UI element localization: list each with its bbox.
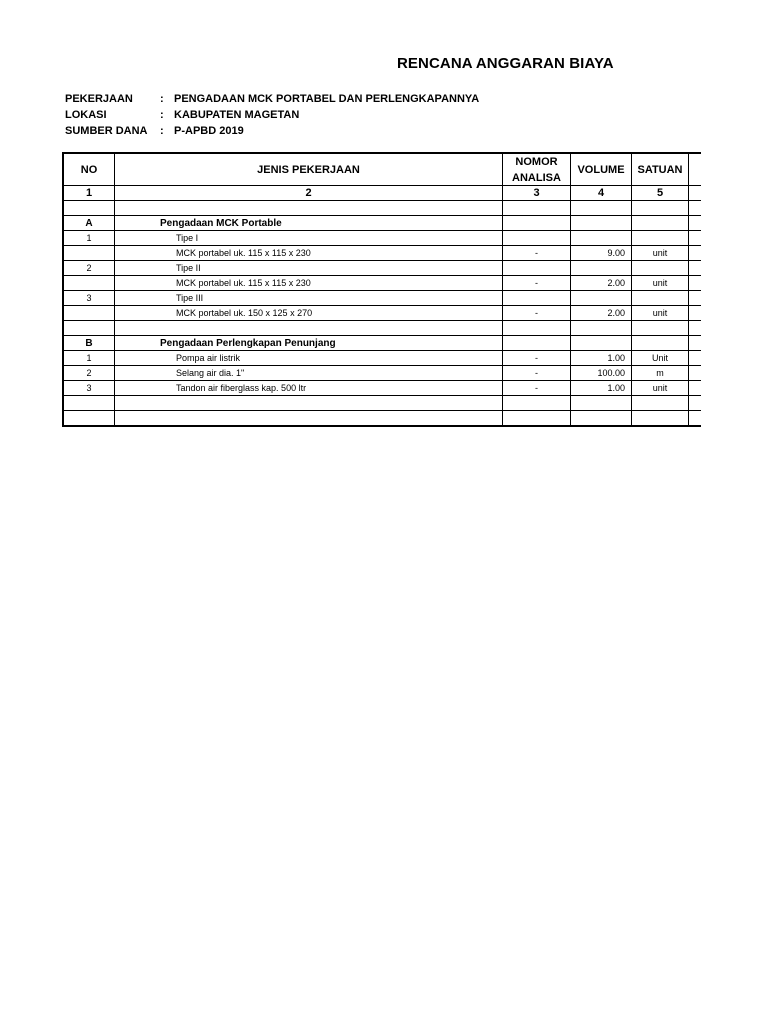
table-row — [64, 351, 701, 366]
cell-nomor-analisa — [503, 261, 571, 275]
cell-extra — [689, 336, 701, 350]
header-nomor-line1: NOMOR — [515, 155, 558, 168]
cell-nomor-analisa: - — [503, 381, 571, 395]
meta-value: P-APBD 2019 — [174, 125, 244, 137]
document-title: RENCANA ANGGARAN BIAYA — [397, 55, 614, 72]
header-extra-cell — [689, 154, 701, 185]
cell-no — [64, 201, 115, 215]
header-jenis-pekerjaan: JENIS PEKERJAAN — [115, 154, 503, 185]
cell-volume — [571, 291, 632, 305]
cell-no: A — [64, 216, 115, 230]
cell-satuan — [632, 201, 689, 215]
cell-nomor-analisa — [503, 291, 571, 305]
header-satuan: SATUAN — [632, 154, 689, 185]
cell-extra — [689, 306, 701, 320]
meta-label: LOKASI — [65, 109, 107, 121]
cell-no — [64, 321, 115, 335]
meta-separator: : — [160, 93, 164, 105]
cell-no — [64, 276, 115, 290]
meta-sumber-dana — [65, 125, 244, 137]
column-number: 5 — [632, 186, 689, 200]
cell-jenis-pekerjaan — [115, 321, 503, 335]
cell-volume: 2.00 — [571, 306, 632, 320]
cell-extra — [689, 366, 701, 380]
cell-volume: 1.00 — [571, 381, 632, 395]
table-row — [64, 366, 701, 381]
cell-extra — [689, 321, 701, 335]
cell-satuan — [632, 336, 689, 350]
cell-volume — [571, 261, 632, 275]
column-extra-cell — [689, 186, 701, 200]
cell-satuan: m — [632, 366, 689, 380]
cell-satuan — [632, 261, 689, 275]
column-number: 2 — [115, 186, 503, 200]
meta-value: KABUPATEN MAGETAN — [174, 109, 300, 121]
header-nomor-line2: ANALISA — [512, 171, 561, 184]
cell-volume — [571, 321, 632, 335]
empty-row — [64, 321, 701, 336]
cell-volume: 9.00 — [571, 246, 632, 260]
cell-nomor-analisa: - — [503, 246, 571, 260]
cell-extra — [689, 216, 701, 230]
cell-extra — [689, 396, 701, 410]
cell-satuan: unit — [632, 246, 689, 260]
cell-extra — [689, 291, 701, 305]
column-number: 1 — [64, 186, 115, 200]
cell-jenis-pekerjaan — [115, 201, 503, 215]
table-row — [64, 381, 701, 396]
table-row — [64, 291, 701, 306]
cell-no: 3 — [64, 381, 115, 395]
meta-lokasi — [65, 109, 299, 121]
cell-satuan — [632, 321, 689, 335]
cell-no — [64, 246, 115, 260]
cell-nomor-analisa — [503, 321, 571, 335]
section-row — [64, 336, 701, 351]
cell-nomor-analisa — [503, 336, 571, 350]
cell-jenis-pekerjaan: MCK portabel uk. 150 x 125 x 270 — [115, 306, 503, 320]
cell-no: 1 — [64, 231, 115, 245]
cell-jenis-pekerjaan — [115, 411, 503, 425]
cell-no — [64, 411, 115, 425]
cell-no: 2 — [64, 261, 115, 275]
cell-satuan — [632, 411, 689, 425]
table-body — [64, 201, 701, 425]
meta-separator: : — [160, 109, 164, 121]
cell-satuan — [632, 291, 689, 305]
cell-nomor-analisa — [503, 231, 571, 245]
header-volume: VOLUME — [571, 154, 632, 185]
meta-value: PENGADAAN MCK PORTABEL DAN PERLENGKAPANNYA — [174, 93, 480, 105]
cell-jenis-pekerjaan: Pompa air listrik — [115, 351, 503, 365]
cell-nomor-analisa: - — [503, 366, 571, 380]
cell-volume — [571, 231, 632, 245]
cell-satuan — [632, 231, 689, 245]
cell-nomor-analisa — [503, 216, 571, 230]
cell-jenis-pekerjaan: Pengadaan MCK Portable — [115, 216, 503, 230]
cell-extra — [689, 351, 701, 365]
cell-satuan: unit — [632, 276, 689, 290]
cell-nomor-analisa — [503, 201, 571, 215]
cell-volume — [571, 201, 632, 215]
meta-label: PEKERJAAN — [65, 93, 133, 105]
cell-volume — [571, 396, 632, 410]
section-row — [64, 216, 701, 231]
cell-satuan: unit — [632, 381, 689, 395]
cell-no — [64, 306, 115, 320]
budget-table — [62, 152, 701, 427]
cell-jenis-pekerjaan — [115, 396, 503, 410]
table-header-row — [64, 154, 701, 186]
meta-label: SUMBER DANA — [65, 125, 148, 137]
empty-row — [64, 411, 701, 425]
cell-volume: 2.00 — [571, 276, 632, 290]
cell-satuan: Unit — [632, 351, 689, 365]
cell-volume — [571, 411, 632, 425]
table-row — [64, 261, 701, 276]
meta-pekerjaan — [65, 93, 479, 105]
table-row — [64, 276, 701, 291]
cell-nomor-analisa: - — [503, 276, 571, 290]
cell-jenis-pekerjaan: MCK portabel uk. 115 x 115 x 230 — [115, 246, 503, 260]
cell-extra — [689, 246, 701, 260]
header-no: NO — [64, 154, 115, 185]
cell-satuan — [632, 396, 689, 410]
cell-jenis-pekerjaan: Tipe III — [115, 291, 503, 305]
cell-jenis-pekerjaan: Selang air dia. 1" — [115, 366, 503, 380]
cell-nomor-analisa: - — [503, 351, 571, 365]
cell-nomor-analisa — [503, 396, 571, 410]
column-number: 3 — [503, 186, 571, 200]
cell-jenis-pekerjaan: Tipe II — [115, 261, 503, 275]
cell-extra — [689, 411, 701, 425]
cell-extra — [689, 261, 701, 275]
cell-volume — [571, 216, 632, 230]
meta-separator: : — [160, 125, 164, 137]
empty-row — [64, 396, 701, 411]
column-number: 4 — [571, 186, 632, 200]
cell-extra — [689, 276, 701, 290]
cell-volume — [571, 336, 632, 350]
cell-jenis-pekerjaan: Pengadaan Perlengkapan Penunjang — [115, 336, 503, 350]
cell-no: 3 — [64, 291, 115, 305]
cell-jenis-pekerjaan: Tipe I — [115, 231, 503, 245]
header-nomor-analisa — [503, 154, 571, 185]
empty-row — [64, 201, 701, 216]
cell-extra — [689, 201, 701, 215]
cell-volume: 1.00 — [571, 351, 632, 365]
cell-extra — [689, 381, 701, 395]
cell-nomor-analisa: - — [503, 306, 571, 320]
cell-jenis-pekerjaan: MCK portabel uk. 115 x 115 x 230 — [115, 276, 503, 290]
cell-nomor-analisa — [503, 411, 571, 425]
cell-extra — [689, 231, 701, 245]
cell-no — [64, 396, 115, 410]
cell-no: B — [64, 336, 115, 350]
table-row — [64, 306, 701, 321]
cell-jenis-pekerjaan: Tandon air fiberglass kap. 500 ltr — [115, 381, 503, 395]
cell-satuan — [632, 216, 689, 230]
cell-satuan: unit — [632, 306, 689, 320]
cell-volume: 100.00 — [571, 366, 632, 380]
table-row — [64, 246, 701, 261]
cell-no: 2 — [64, 366, 115, 380]
table-row — [64, 231, 701, 246]
column-number-row — [64, 186, 701, 201]
cell-no: 1 — [64, 351, 115, 365]
